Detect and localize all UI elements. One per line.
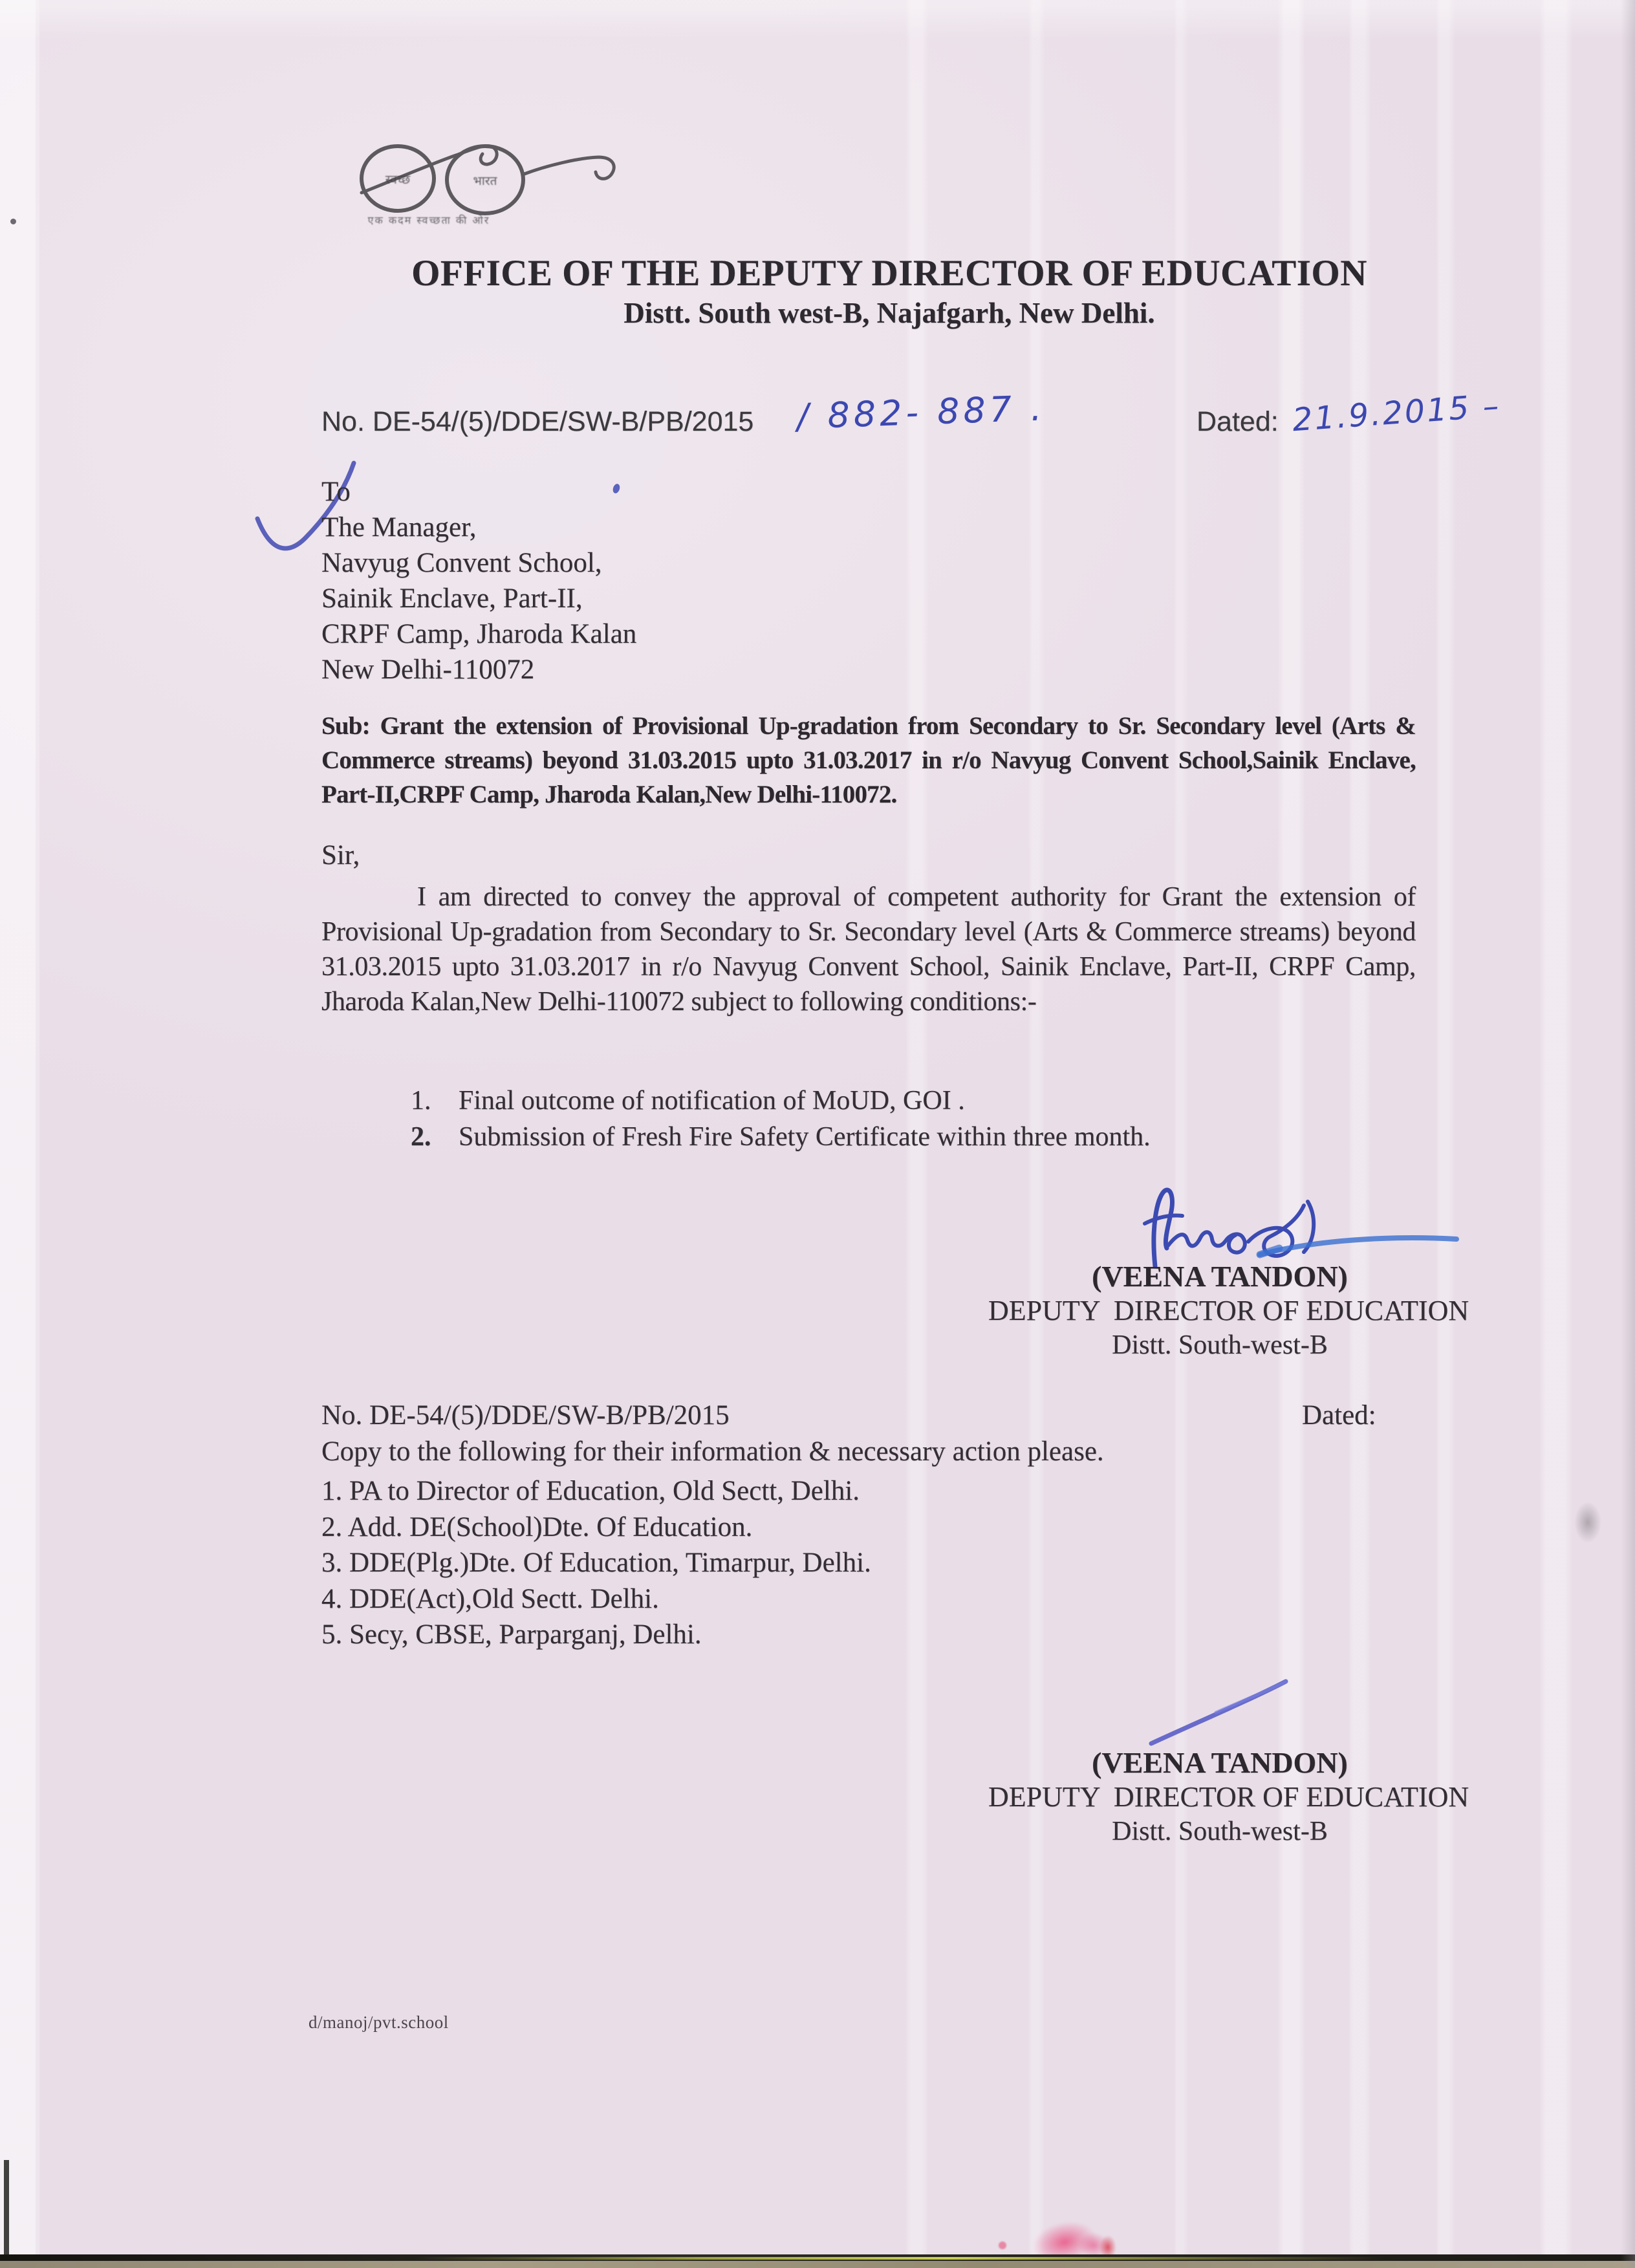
signatory-block	[988, 1746, 1469, 1849]
file-reference-note: d/manoj/pvt.school	[309, 2013, 449, 2032]
copy-to-list	[321, 1473, 871, 1653]
body-paragraph: I am directed to convey the approval of competent authority for Grant the extension of Provisional Up-gradation from Secondary to Sr. Secondary level (Arts & Commerce streams) beyond 31.03.2015 upto 31.03.2017 in r/o Navyug Convent School, Sainik Enclave, Part-II, CRPF Camp, Jharoda Kalan,New Delhi-110072 subject to following conditions:-	[321, 882, 1416, 1017]
pink-ink-smudge	[999, 2241, 1006, 2249]
address-line: Navyug Convent School,	[321, 548, 602, 578]
condition-number: 1.	[411, 1086, 431, 1116]
reference-number: No. DE-54/(5)/DDE/SW-B/PB/2015	[321, 406, 754, 437]
signatory-name: (VEENA TANDON)	[1092, 1260, 1348, 1293]
signatory-title: DEPUTY DIRECTOR OF EDUCATION	[988, 1295, 1469, 1326]
signatory-title: DEPUTY DIRECTOR OF EDUCATION	[988, 1781, 1469, 1813]
address-line: Sainik Enclave, Part-II,	[321, 583, 583, 614]
scanner-edge-glint	[414, 2257, 1384, 2260]
scan-smudge	[1574, 1502, 1601, 1543]
copy-item: 3. DDE(Plg.)Dte. Of Education, Timarpur, Delhi.	[321, 1548, 871, 1578]
recipient-address	[321, 474, 636, 687]
salutation: Sir,	[321, 840, 360, 870]
condition-text: Final outcome of notification of MoUD, GOI .	[459, 1086, 965, 1116]
address-line: The Manager,	[321, 512, 477, 543]
signatory-district: Distt. South-west-B	[1112, 1330, 1328, 1360]
conditions-list	[411, 1083, 1151, 1155]
condition-item	[411, 1119, 1151, 1155]
dated-label: Dated:	[1196, 406, 1279, 437]
copy-item: 1. PA to Director of Education, Old Sectt, Delhi.	[321, 1476, 860, 1506]
scanner-bed-strip	[0, 2261, 1635, 2268]
handwritten-date: 21.9.2015 –	[1291, 387, 1502, 439]
signatory-district: Distt. South-west-B	[1112, 1817, 1328, 1846]
address-to: To	[321, 477, 351, 507]
logo-temple-arm	[523, 157, 614, 178]
scanner-edge-shadow	[4, 2160, 9, 2268]
logo-lens-left-text: स्वच्छ	[385, 173, 411, 187]
copy-item: 5. Secy, CBSE, Parparganj, Delhi.	[321, 1619, 702, 1650]
copy-to-heading: Copy to the following for their information & necessary action please.	[321, 1436, 1104, 1467]
signature-stroke	[1138, 1672, 1306, 1750]
office-subtitle: Distt. South west-B, Najafgarh, New Delhi.	[623, 297, 1155, 329]
condition-item	[411, 1083, 1151, 1119]
copy-item: 2. Add. DE(School)Dte. Of Education.	[321, 1511, 753, 1542]
condition-number: 2.	[411, 1122, 431, 1152]
address-line: CRPF Camp, Jharoda Kalan	[321, 619, 637, 649]
subject-line: Sub: Grant the extension of Provisional Up-gradation from Secondary to Sr. Secondary level (Arts & Commerce streams) beyond 31.03.2015 upto 31.03.2017 in r/o Navyug Convent School,Sainik Enclave, Part-II,CRPF Camp, Jharoda Kalan,New Delhi-110072.	[321, 712, 1416, 808]
reference-number-2: No. DE-54/(5)/DDE/SW-B/PB/2015	[321, 1400, 730, 1431]
copy-item: 4. DDE(Act),Old Sectt. Delhi.	[321, 1583, 659, 1614]
scan-speck	[10, 219, 16, 224]
logo-tagline: एक कदम स्वच्छता की ओर	[367, 214, 490, 226]
signature-ink	[1125, 1183, 1475, 1268]
signatory-block	[988, 1260, 1469, 1363]
address-line: New Delhi-110072	[321, 654, 535, 685]
condition-text: Submission of Fresh Fire Safety Certificate within three month.	[459, 1122, 1151, 1152]
dated-label-2: Dated:	[1302, 1400, 1376, 1431]
swachh-bharat-logo	[352, 127, 637, 230]
office-title: OFFICE OF THE DEPUTY DIRECTOR OF EDUCATION	[411, 253, 1367, 294]
handwritten-dispatch-serial: / 882- 887 .	[796, 387, 1046, 437]
logo-lens-right-text: भारत	[473, 174, 497, 188]
scan-right-shadow	[1621, 0, 1635, 2268]
signatory-name: (VEENA TANDON)	[1092, 1746, 1348, 1779]
